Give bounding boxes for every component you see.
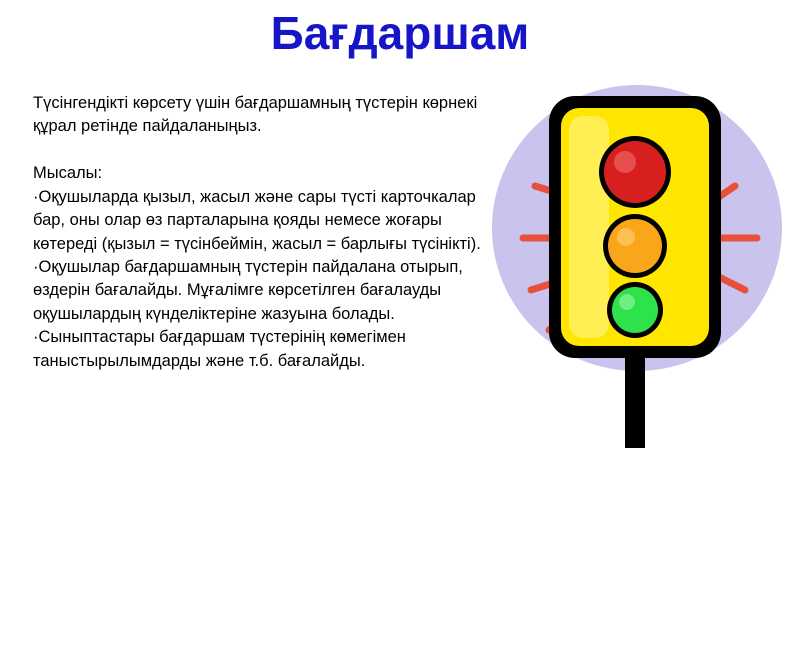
- paragraph-bullet-1: ·Оқушыларда қызыл, жасыл және сары түсті карточкалар бар, оны олар өз парталарына қояды немесе жоғары көтереді (қызыл = түсінбеймін, жасыл = барлығы түсінікті).: [33, 187, 481, 253]
- page-title: Бағдаршам: [270, 7, 530, 59]
- traffic-light-lamps: [599, 136, 671, 338]
- body-text: [33, 92, 503, 373]
- paragraph-example-label: Мысалы:: [33, 164, 103, 183]
- traffic-light-image: [487, 78, 782, 448]
- paragraph-1: Түсінгендікті көрсету үшін бағдаршамның түстерін көрнекі құрал ретінде пайдаланыңыз.: [33, 94, 478, 136]
- paragraph-spacer: [33, 139, 503, 162]
- paragraph-bullet-2: ·Оқушылар бағдаршамның түстерін пайдалана отырып, өздерін бағалайды. Мұғалімге көрсетілген бағалауды оқушылардың күнделіктеріне жазуына болады.: [33, 257, 463, 323]
- paragraph-bullet-3: ·Сыныптастары бағдаршам түстерінің көмегімен таныстырылымдарды және т.б. бағалайды.: [33, 328, 406, 370]
